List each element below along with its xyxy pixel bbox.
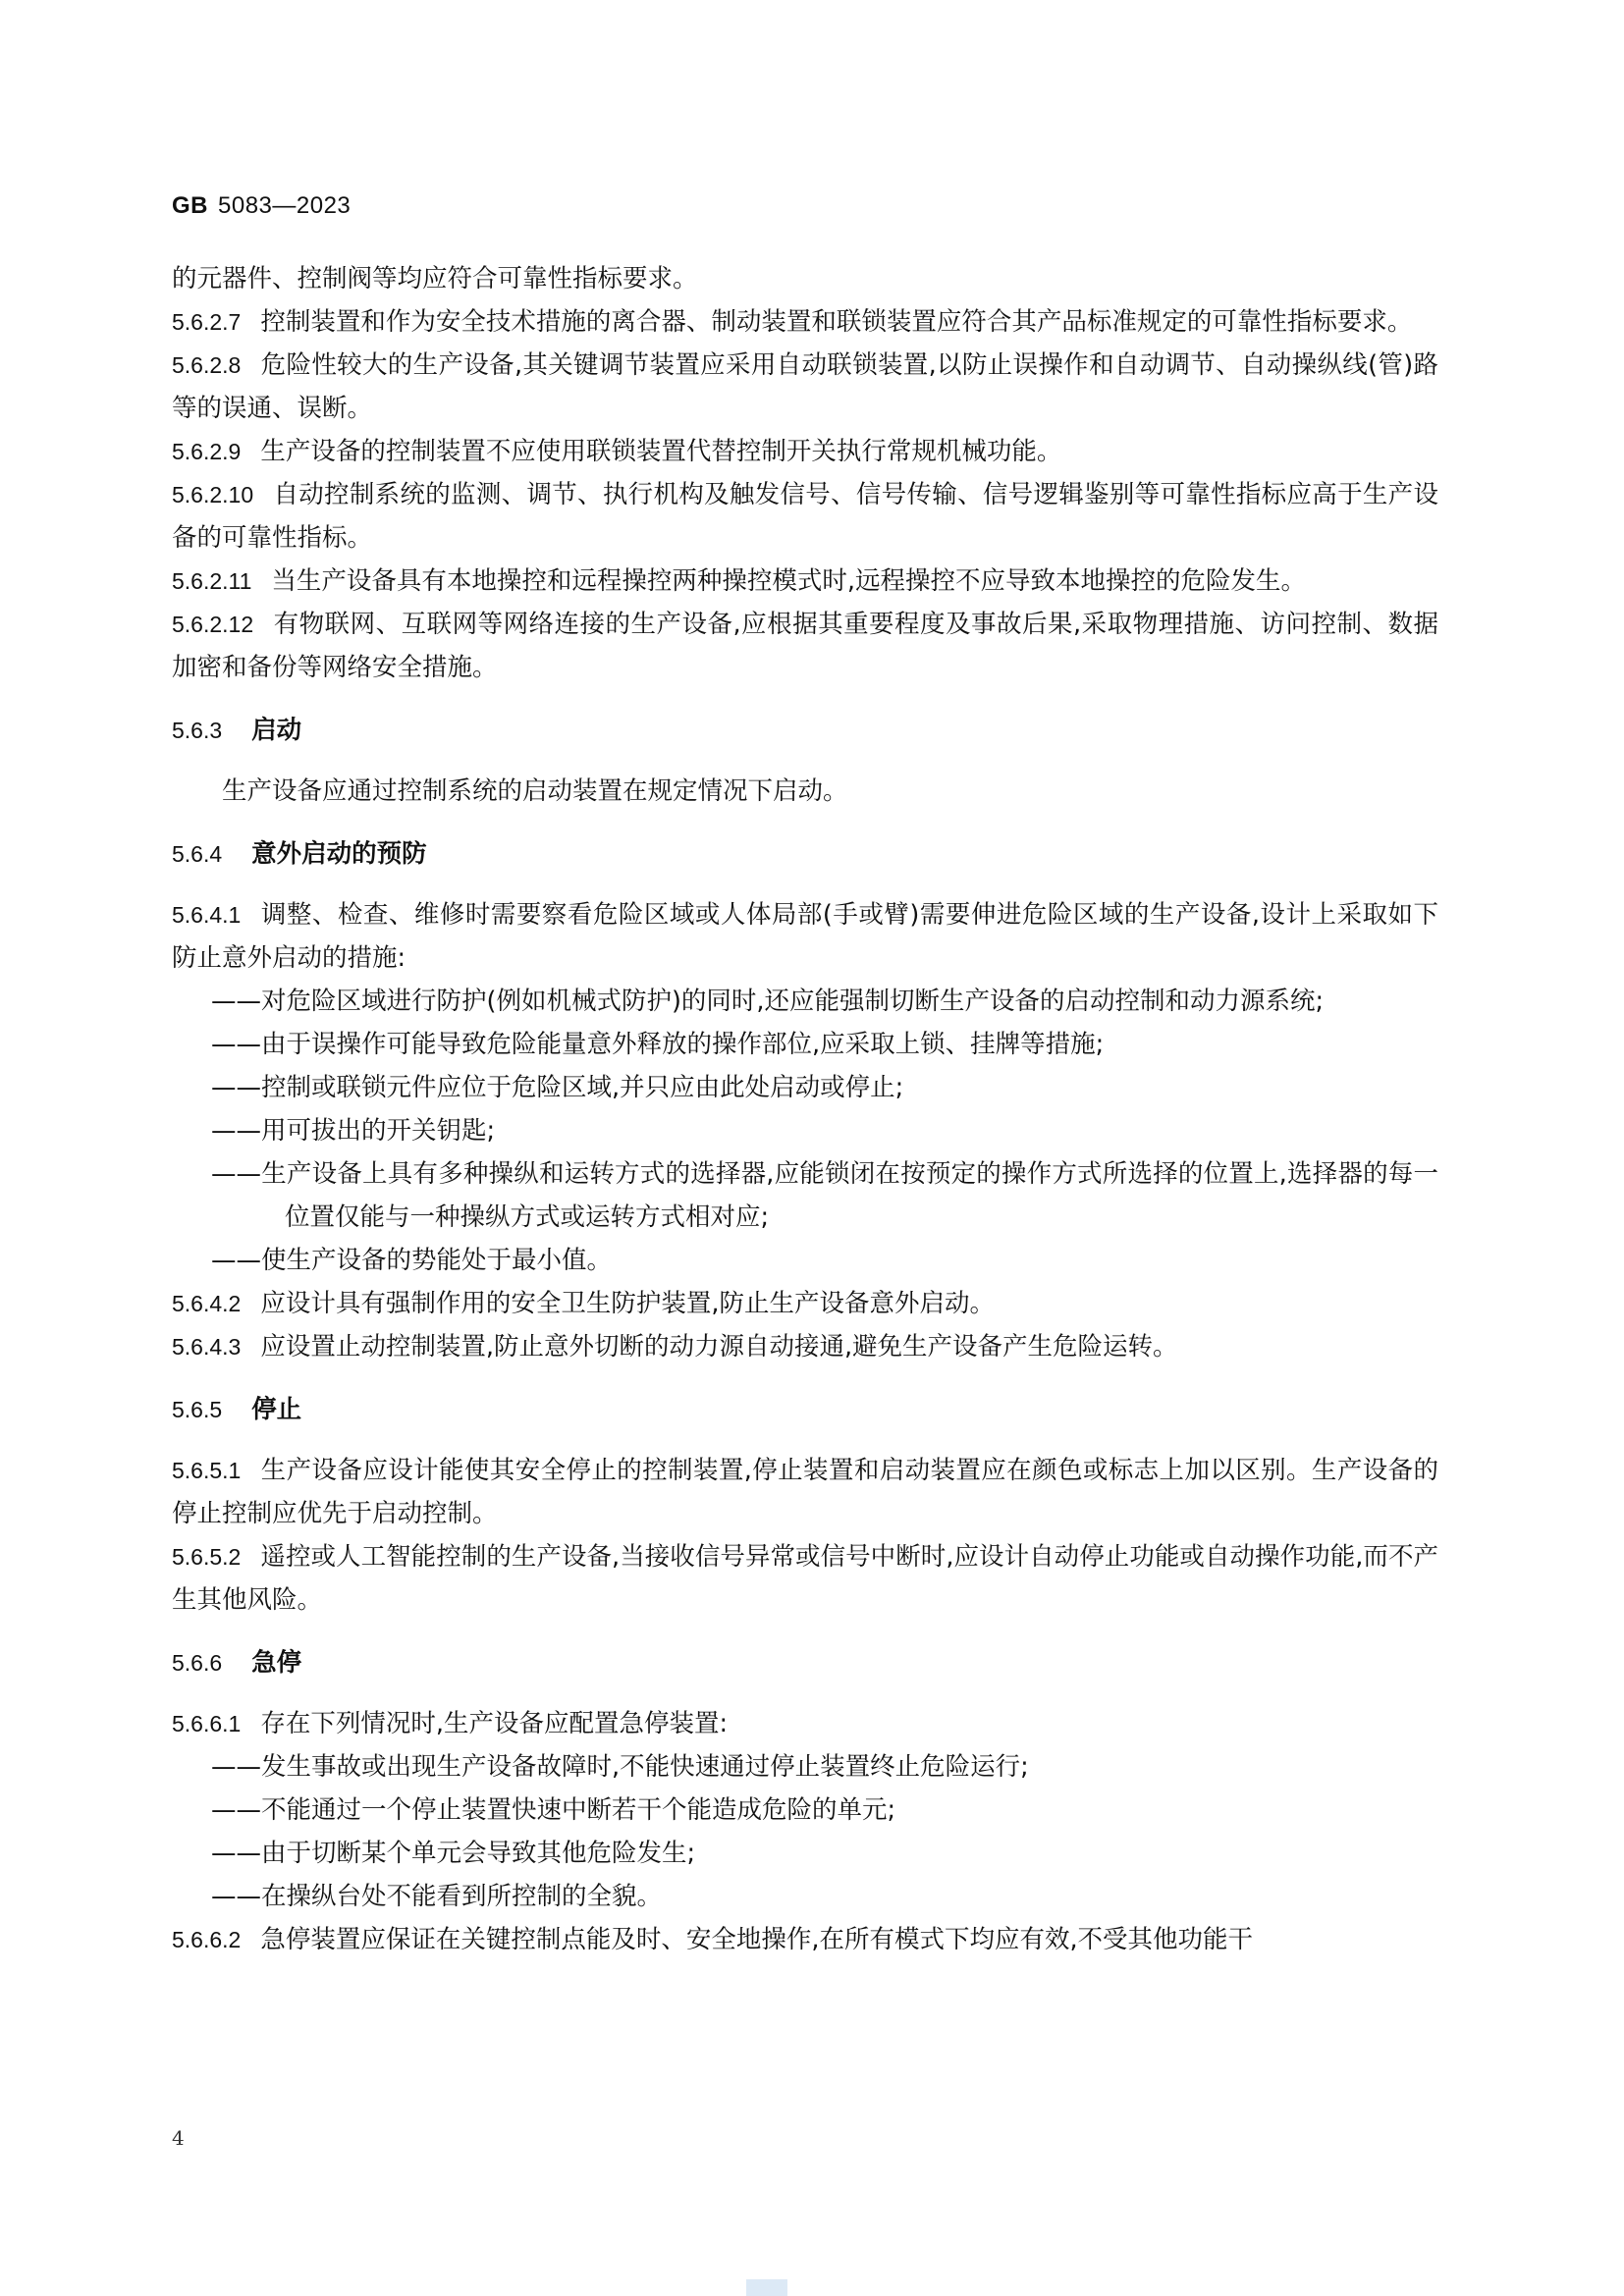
clause-number: 5.6.4.2 <box>172 1291 242 1316</box>
clause-number: 5.6.2.10 <box>172 482 254 507</box>
list-item: ——控制或联锁元件应位于危险区域,并只应由此处启动或停止; <box>211 1073 904 1102</box>
clause-5-6-4-1 <box>172 893 1438 980</box>
clause-number: 5.6.4.1 <box>172 902 242 928</box>
section-body-5-6-3: 生产设备应通过控制系统的启动装置在规定情况下启动。 <box>222 776 848 806</box>
list-item: ——生产设备上具有多种操纵和运转方式的选择器,应能锁闭在按预定的操作方式所选择的位置上,选择器的每一位置仅能与一种操纵方式或运转方式相对应; <box>211 1159 1438 1232</box>
continuation-text: 的元器件、控制阀等均应符合可靠性指标要求。 <box>172 264 698 294</box>
section-number: 5.6.3 <box>172 718 223 743</box>
section-heading-5-6-5 <box>172 1388 1438 1431</box>
section-number: 5.6.6 <box>172 1650 223 1676</box>
clause-number: 5.6.2.7 <box>172 309 242 335</box>
clause-text: 控制装置和作为安全技术措施的离合器、制动装置和联锁装置应符合其产品标准规定的可靠性指标要求。 <box>260 307 1413 337</box>
clause-text: 生产设备的控制装置不应使用联锁装置代替控制开关执行常规机械功能。 <box>260 437 1062 466</box>
standard-number: 5083—2023 <box>218 192 352 219</box>
document-body <box>172 257 1438 1961</box>
clause-text: 应设计具有强制作用的安全卫生防护装置,防止生产设备意外启动。 <box>260 1289 995 1318</box>
clause-5-6-2-9 <box>172 430 1438 473</box>
section-number: 5.6.4 <box>172 841 223 867</box>
clause-text: 自动控制系统的监测、调节、执行机构及触发信号、信号传输、信号逻辑鉴别等可靠性指标应高于生产设备的可靠性指标。 <box>172 480 1438 553</box>
clause-number: 5.6.2.9 <box>172 439 242 464</box>
section-title: 停止 <box>251 1395 302 1424</box>
list-item: ——不能通过一个停止装置快速中断若干个能造成危险的单元; <box>211 1795 896 1825</box>
clause-number: 5.6.2.12 <box>172 612 254 637</box>
list-item: ——使生产设备的势能处于最小值。 <box>211 1246 613 1275</box>
clause-5-6-2-8 <box>172 344 1438 430</box>
clause-number: 5.6.6.2 <box>172 1927 242 1952</box>
clause-number: 5.6.5.1 <box>172 1458 242 1483</box>
clause-5-6-4-2 <box>172 1282 1438 1325</box>
clause-5-6-2-10 <box>172 473 1438 560</box>
standard-code: GB <box>172 192 208 219</box>
clause-text: 应设置止动控制装置,防止意外切断的动力源自动接通,避免生产设备产生危险运转。 <box>260 1332 1178 1362</box>
clause-5-6-2-12 <box>172 603 1438 689</box>
section-title: 启动 <box>251 716 302 745</box>
list-item: ——用可拔出的开关钥匙; <box>211 1116 496 1146</box>
clause-text: 有物联网、互联网等网络连接的生产设备,应根据其重要程度及事故后果,采取物理措施、访问控制、数据加密和备份等网络安全措施。 <box>172 610 1438 682</box>
clause-number: 5.6.2.11 <box>172 568 252 594</box>
clause-number: 5.6.2.8 <box>172 352 242 378</box>
list-item: ——对危险区域进行防护(例如机械式防护)的同时,还应能强制切断生产设备的启动控制和动力源系统; <box>211 987 1325 1016</box>
clause-text: 调整、检查、维修时需要察看危险区域或人体局部(手或臂)需要伸进危险区域的生产设备,设计上采取如下防止意外启动的措施: <box>172 900 1438 973</box>
clause-text: 危险性较大的生产设备,其关键调节装置应采用自动联锁装置,以防止误操作和自动调节、自动操纵线(管)路等的误通、误断。 <box>172 350 1438 423</box>
section-heading-5-6-3 <box>172 709 1438 752</box>
clause-5-6-2-7 <box>172 300 1438 344</box>
page-number: 4 <box>172 2126 185 2150</box>
clause-number: 5.6.6.1 <box>172 1711 242 1736</box>
clause-5-6-2-11 <box>172 560 1438 603</box>
clause-number: 5.6.4.3 <box>172 1334 242 1360</box>
section-title: 急停 <box>251 1648 302 1678</box>
clause-5-6-6-2 <box>172 1918 1438 1961</box>
section-number: 5.6.5 <box>172 1397 223 1422</box>
clause-text: 急停装置应保证在关键控制点能及时、安全地操作,在所有模式下均应有效,不受其他功能干 <box>260 1925 1254 1954</box>
page-header <box>172 192 351 220</box>
clause-number: 5.6.5.2 <box>172 1544 242 1570</box>
clause-5-6-5-2 <box>172 1535 1438 1622</box>
clause-text: 当生产设备具有本地操控和远程操控两种操控模式时,远程操控不应导致本地操控的危险发生。 <box>271 566 1307 596</box>
clause-text: 存在下列情况时,生产设备应配置急停装置: <box>260 1709 729 1738</box>
clause-5-6-5-1 <box>172 1449 1438 1535</box>
clause-text: 遥控或人工智能控制的生产设备,当接收信号异常或信号中断时,应设计自动停止功能或自动操作功能,而不产生其他风险。 <box>172 1542 1438 1615</box>
clause-5-6-6-1 <box>172 1702 1438 1745</box>
list-item: ——由于误操作可能导致危险能量意外释放的操作部位,应采取上锁、挂牌等措施; <box>211 1030 1105 1059</box>
section-title: 意外启动的预防 <box>251 839 427 869</box>
section-heading-5-6-4 <box>172 832 1438 876</box>
list-item: ——在操纵台处不能看到所控制的全貌。 <box>211 1882 663 1911</box>
clause-text: 生产设备应设计能使其安全停止的控制装置,停止装置和启动装置应在颜色或标志上加以区别。生产设备的停止控制应优先于启动控制。 <box>172 1456 1438 1528</box>
clause-5-6-4-3 <box>172 1325 1438 1368</box>
scan-mark <box>746 2279 787 2296</box>
list-item: ——由于切断某个单元会导致其他危险发生; <box>211 1839 696 1868</box>
list-item: ——发生事故或出现生产设备故障时,不能快速通过停止装置终止危险运行; <box>211 1752 1029 1782</box>
section-heading-5-6-6 <box>172 1641 1438 1684</box>
